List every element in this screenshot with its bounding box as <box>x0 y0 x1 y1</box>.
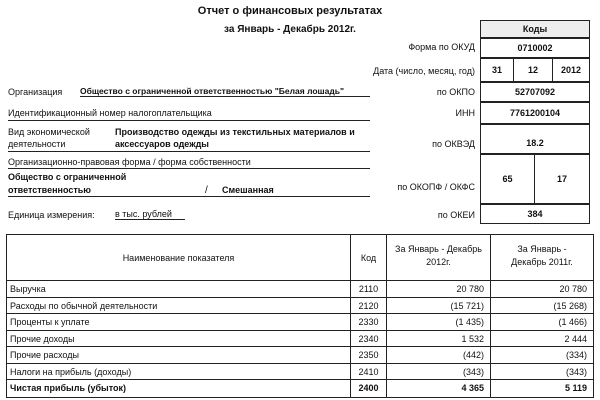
okopf-label: по ОКОПФ / ОКФС <box>397 182 475 192</box>
row-code: 2340 <box>351 331 387 348</box>
okud-label: Форма по ОКУД <box>408 42 475 52</box>
activity-label-2: деятельности <box>8 139 66 149</box>
legal-form-value-2: ответственностью <box>8 185 91 195</box>
inn-value: 7761200104 <box>480 102 590 124</box>
report-title: Отчет о финансовых результатах <box>197 5 383 17</box>
org-label: Организация <box>8 87 63 97</box>
activity-label-1: Вид экономической <box>8 127 90 137</box>
row-value-2012: 1 532 <box>387 331 491 348</box>
row-value-2011: (334) <box>565 350 587 360</box>
table-row <box>7 314 593 331</box>
row-value-2012: (15 721) <box>387 298 491 315</box>
row-code: 2350 <box>351 347 387 364</box>
legal-form-label: Организационно-правовая форма / форма собственности <box>8 157 251 167</box>
row-name: Выручка <box>7 281 351 298</box>
okopf-value: 65 <box>480 154 535 204</box>
row-name: Прочие расходы <box>7 347 351 364</box>
row-value-2012: (442) <box>387 347 491 364</box>
activity-value-2: аксессуаров одежды <box>115 139 209 149</box>
row-code: 2400 <box>351 380 387 397</box>
okved-value: 18.2 <box>480 124 590 154</box>
activity-value-1: Производство одежды из текстильных материалов и <box>115 127 355 137</box>
row-name: Прочие доходы <box>7 331 351 348</box>
col-2012-header: За Январь - Декабрь 2012г. <box>387 235 491 281</box>
okei-label: по ОКЕИ <box>437 210 475 220</box>
row-value-2011: (15 268) <box>553 300 587 311</box>
okpo-value: 52707092 <box>480 82 590 102</box>
inn-label: Идентификационный номер налогоплательщика <box>8 108 212 118</box>
row-name: Чистая прибыль (убыток) <box>7 380 351 397</box>
row-name: Налоги на прибыль (доходы) <box>7 364 351 381</box>
row-code: 2110 <box>351 281 387 298</box>
okved-label: по ОКВЭД <box>432 139 475 149</box>
okpo-label: по ОКПО <box>436 87 475 97</box>
unit-label: Единица измерения: <box>8 210 95 220</box>
row-value-2011: (343) <box>565 366 587 377</box>
okud-value: 0710002 <box>480 38 590 58</box>
okei-value: 384 <box>480 204 590 224</box>
row-value-2011: 2 444 <box>564 333 587 344</box>
okfs-value: 17 <box>534 154 590 204</box>
legal-form-value-1: Общество с ограниченной <box>8 172 127 182</box>
row-value-2011: (1 466) <box>558 317 587 327</box>
ownership-value: Смешанная <box>222 185 274 195</box>
date-day: 31 <box>480 58 514 82</box>
table-row <box>7 380 593 397</box>
row-value-2012: (1 435) <box>387 314 491 331</box>
row-code: 2410 <box>351 364 387 381</box>
row-name: Проценты к уплате <box>7 314 351 331</box>
separator-slash: / <box>205 185 208 196</box>
codes-header: Коды <box>480 20 590 38</box>
row-name: Расходы по обычной деятельности <box>7 298 351 315</box>
col-name-header: Наименование показателя <box>7 235 351 281</box>
row-value-2012: (343) <box>387 364 491 381</box>
date-year: 2012 <box>552 58 590 82</box>
row-value-2012: 20 780 <box>387 281 491 298</box>
row-code: 2330 <box>351 314 387 331</box>
col-code-header: Код <box>351 235 387 281</box>
row-value-2012: 4 365 <box>387 380 491 397</box>
table-row <box>7 281 593 298</box>
results-table <box>6 234 594 398</box>
table-row <box>7 364 593 381</box>
inn-code-label: ИНН <box>455 108 475 118</box>
date-month: 12 <box>513 58 553 82</box>
date-label: Дата (число, месяц, год) <box>373 66 475 76</box>
col-2011-header: За Январь - Декабрь 2011г. <box>491 235 593 281</box>
table-row <box>7 347 593 364</box>
row-code: 2120 <box>351 298 387 315</box>
table-row <box>7 298 593 315</box>
row-value-2011: 5 119 <box>564 383 587 393</box>
row-value-2011: 20 780 <box>559 284 587 294</box>
unit-value: в тыс. рублей <box>115 209 185 220</box>
report-period: за Январь - Декабрь 2012г. <box>224 24 356 35</box>
org-value: Общество с ограниченной ответственностью "Белая лошадь" <box>80 86 370 97</box>
table-row <box>7 331 593 348</box>
